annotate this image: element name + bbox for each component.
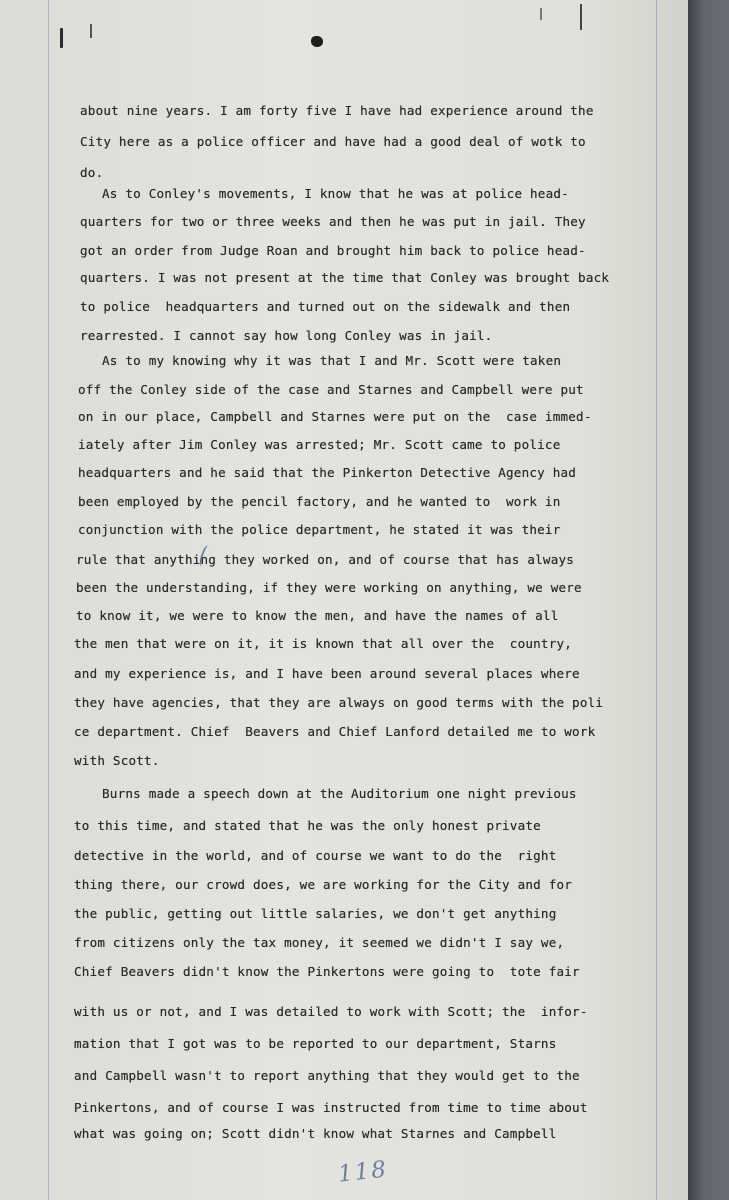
text-line: Chief Beavers didn't know the Pinkertons were going to tote fair bbox=[74, 964, 580, 979]
text-line: detective in the world, and of course we want to do the right bbox=[74, 848, 557, 863]
text-line: Pinkertons, and of course I was instructed from time to time about bbox=[74, 1100, 588, 1115]
text-line: to police headquarters and turned out on the sidewalk and then bbox=[80, 299, 571, 314]
text-line: do. bbox=[80, 165, 104, 180]
text-line: As to Conley's movements, I know that he was at police head- bbox=[102, 186, 569, 201]
text-line: headquarters and he said that the Pinkerton Detective Agency had bbox=[78, 465, 577, 480]
text-line: from citizens only the tax money, it seemed we didn't I say we, bbox=[74, 935, 565, 950]
text-line: the public, getting out little salaries, we don't get anything bbox=[74, 906, 557, 921]
text-line: conjunction with the police department, he stated it was their bbox=[78, 522, 561, 537]
text-line: rule that anything they worked on, and of course that has always bbox=[76, 552, 575, 567]
text-line: thing there, our crowd does, we are working for the City and for bbox=[74, 877, 573, 892]
text-line: the men that were on it, it is known that all over the country, bbox=[74, 636, 573, 651]
text-line: they have agencies, that they are always on good terms with the poli bbox=[74, 695, 604, 710]
text-line: to this time, and stated that he was the only honest private bbox=[74, 818, 541, 833]
text-line: ce department. Chief Beavers and Chief Lanford detailed me to work bbox=[74, 724, 596, 739]
text-line: City here as a police officer and have had a good deal of wotk to bbox=[80, 134, 586, 149]
text-line: quarters for two or three weeks and then he was put in jail. They bbox=[80, 214, 586, 229]
handwritten-page-number: 118 bbox=[336, 1156, 390, 1188]
text-line: and my experience is, and I have been around several places where bbox=[74, 666, 580, 681]
text-line: on in our place, Campbell and Starnes were put on the case immed- bbox=[78, 409, 592, 424]
text-line: off the Conley side of the case and Starnes and Campbell were put bbox=[78, 382, 584, 397]
text-line: Burns made a speech down at the Auditorium one night previous bbox=[102, 786, 577, 801]
scanner-edge bbox=[688, 0, 729, 1200]
text-line: and Campbell wasn't to report anything that they would get to the bbox=[74, 1068, 580, 1083]
text-line: got an order from Judge Roan and brought him back to police head- bbox=[80, 243, 586, 258]
text-line: about nine years. I am forty five I have had experience around the bbox=[80, 103, 594, 118]
text-line: what was going on; Scott didn't know what Starnes and Campbell bbox=[74, 1126, 557, 1141]
text-line: with us or not, and I was detailed to work with Scott; the infor- bbox=[74, 1004, 588, 1019]
text-line: with Scott. bbox=[74, 753, 160, 768]
text-line: As to my knowing why it was that I and Mr. Scott were taken bbox=[102, 353, 562, 368]
text-line: been employed by the pencil factory, and he wanted to work in bbox=[78, 494, 561, 509]
text-line: been the understanding, if they were working on anything, we were bbox=[76, 580, 582, 595]
text-line: to know it, we were to know the men, and have the names of all bbox=[76, 608, 559, 623]
text-line: quarters. I was not present at the time that Conley was brought back bbox=[80, 270, 610, 285]
text-line: rearrested. I cannot say how long Conley was in jail. bbox=[80, 328, 493, 343]
text-line: iately after Jim Conley was arrested; Mr. Scott came to police bbox=[78, 437, 561, 452]
text-line: mation that I got was to be reported to our department, Starns bbox=[74, 1036, 557, 1051]
